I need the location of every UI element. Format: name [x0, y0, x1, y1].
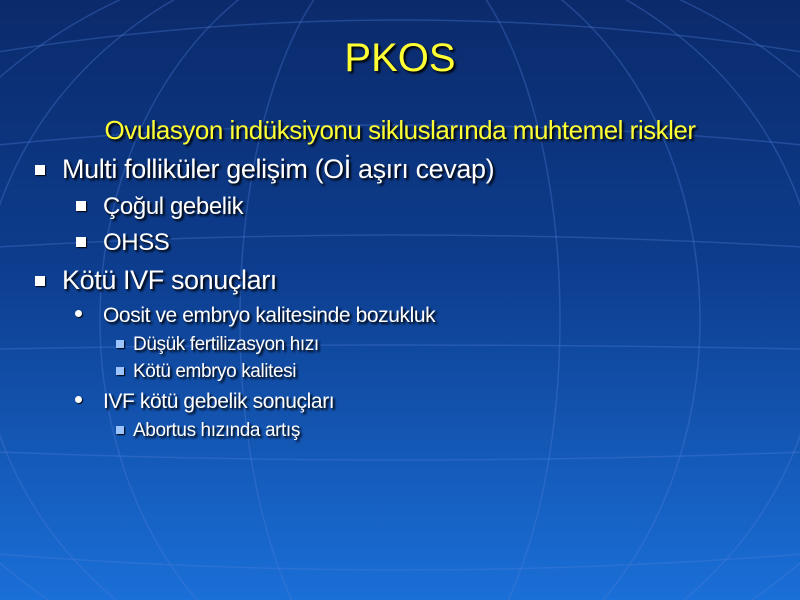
- bullet-level1: [62, 265, 277, 296]
- bullet-level3: [133, 420, 300, 442]
- square-bullet-icon: [76, 201, 86, 211]
- bullet-level3: [133, 361, 296, 383]
- square-bullet-icon: [35, 276, 45, 286]
- square-bullet-icon: [35, 165, 45, 175]
- bullet-level2: [103, 304, 435, 328]
- bullet-text: Oosit ve embryo kalitesinde bozukluk: [103, 304, 436, 327]
- dot-bullet-icon: [75, 310, 82, 317]
- square-bullet-icon: [116, 367, 124, 375]
- square-bullet-icon: [116, 340, 124, 348]
- bullet-level2: [103, 390, 334, 414]
- bullet-level3: [133, 334, 319, 356]
- bullet-text: OHSS: [103, 229, 170, 256]
- bullet-text: Çoğul gebelik: [103, 193, 244, 220]
- slide-title: PKOS: [344, 36, 456, 80]
- bullet-text: IVF kötü gebelik sonuçları: [103, 390, 335, 413]
- bullet-text: Kötü embryo kalitesi: [133, 361, 297, 382]
- bullet-text: Kötü IVF sonuçları: [62, 265, 277, 295]
- bullet-level2: [103, 193, 243, 221]
- bullet-text: Multi folliküler gelişim (Oİ aşırı cevap): [62, 154, 495, 184]
- square-bullet-icon: [116, 426, 124, 434]
- bullet-text: Abortus hızında artış: [133, 420, 300, 441]
- dot-bullet-icon: [75, 396, 82, 403]
- bullet-level2: [103, 229, 169, 257]
- bullet-level1: [62, 154, 494, 185]
- bullet-text: Düşük fertilizasyon hızı: [133, 334, 319, 355]
- square-bullet-icon: [76, 237, 86, 247]
- slide-subtitle: Ovulasyon indüksiyonu sikluslarında muhtemel riskler: [104, 115, 696, 145]
